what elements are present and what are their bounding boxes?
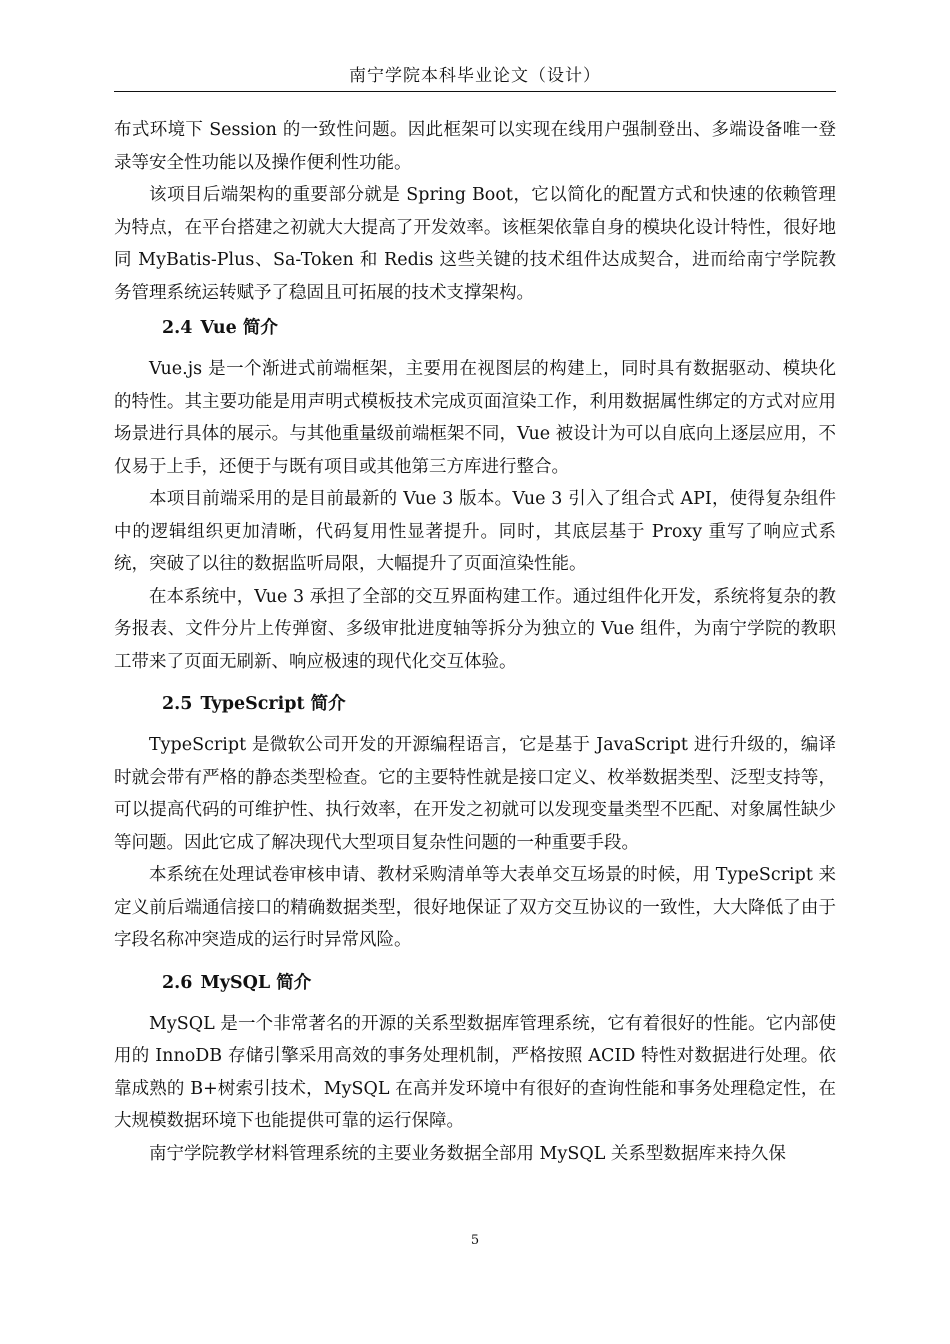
paragraph: 本项目前端采用的是目前最新的 Vue 3 版本。Vue 3 引入了组合式 API，使得复杂组件中的逻辑组织更加清晰，代码复用性显著提升。同时，其底层基于 Proxy 重写了响应式系统，突破了以往的数据监听局限，大幅提升了页面渲染性能。 — [114, 489, 836, 574]
section-heading-2-6 — [114, 967, 836, 999]
body-text — [114, 114, 836, 1170]
page-number: 5 — [470, 1233, 480, 1248]
header-rule — [114, 91, 836, 92]
paragraph: Vue.js 是一个渐进式前端框架，主要用在视图层的构建上，同时具有数据驱动、模块化的特性。其主要功能是用声明式模板技术完成页面渲染工作，利用数据属性绑定的方式对应用场景进行具体的展示。与其他重量级前端框架不同，Vue 被设计为可以自底向上逐层应用，不仅易于上手，还便于与既有项目或其他第三方库进行整合。 — [114, 359, 836, 477]
section-title: TypeScript 简介 — [200, 694, 346, 714]
paragraph: 南宁学院教学材料管理系统的主要业务数据全部用 MySQL 关系型数据库来持久保 — [149, 1143, 786, 1164]
section-number: 2.5 — [162, 694, 193, 714]
section-number: 2.6 — [162, 972, 193, 993]
paragraph: 在本系统中，Vue 3 承担了全部的交互界面构建工作。通过组件化开发，系统将复杂的教务报表、文件分片上传弹窗、多级审批进度轴等拆分为独立的 Vue 组件，为南宁学院的教职工带来了页面无刷新、响应极速的现代化交互体验。 — [114, 586, 836, 672]
section-number: 2.4 — [162, 318, 193, 338]
paragraph: TypeScript 是微软公司开发的开源编程语言，它是基于 JavaScript 进行升级的，编译时就会带有严格的静态类型检查。它的主要特性就是接口定义、枚举数据类型、泛型支持等，可以提高代码的可维护性、执行效率，在开发之初就可以发现变量类型不匹配、对象属性缺少等问题。因此它成了解决现代大型项目复杂性问题的一种重要手段。 — [114, 735, 836, 853]
section-title: Vue 简介 — [200, 318, 278, 338]
paragraph: 该项目后端架构的重要部分就是 Spring Boot，它以简化的配置方式和快速的依赖管理为特点，在平台搭建之初就大大提高了开发效率。该框架依靠自身的模块化设计特性，很好地同 MyBatis-Plus、Sa-Token 和 Redis 这些关键的技术组件达成契合，进而给南宁学院教务管理系统运转赋予了稳固且可拓展的技术支撑架构。 — [114, 185, 836, 303]
section-heading-2-4 — [114, 312, 836, 344]
running-header: 南宁学院本科毕业论文（设计） — [349, 66, 601, 86]
paragraph: 本系统在处理试卷审核申请、教材采购清单等大表单交互场景的时候，用 TypeScript 来定义前后端通信接口的精确数据类型，很好地保证了双方交互协议的一致性，大大降低了由于字段名称冲突造成的运行时异常风险。 — [114, 865, 836, 950]
paragraph: MySQL 是一个非常著名的开源的关系型数据库管理系统，它有着很好的性能。它内部使用的 InnoDB 存储引擎采用高效的事务处理机制，严格按照 ACID 特性对数据进行处理。依靠成熟的 B+树索引技术，MySQL 在高并发环境中有很好的查询性能和事务处理稳定性，在大规模数据环境下也能提供可靠的运行保障。 — [114, 1013, 836, 1131]
section-heading-2-5 — [114, 688, 836, 720]
section-title: MySQL 简介 — [200, 972, 312, 993]
paragraph: 布式环境下 Session 的一致性问题。因此框架可以实现在线用户强制登出、多端设备唯一登录等安全性功能以及操作便利性功能。 — [114, 120, 836, 173]
